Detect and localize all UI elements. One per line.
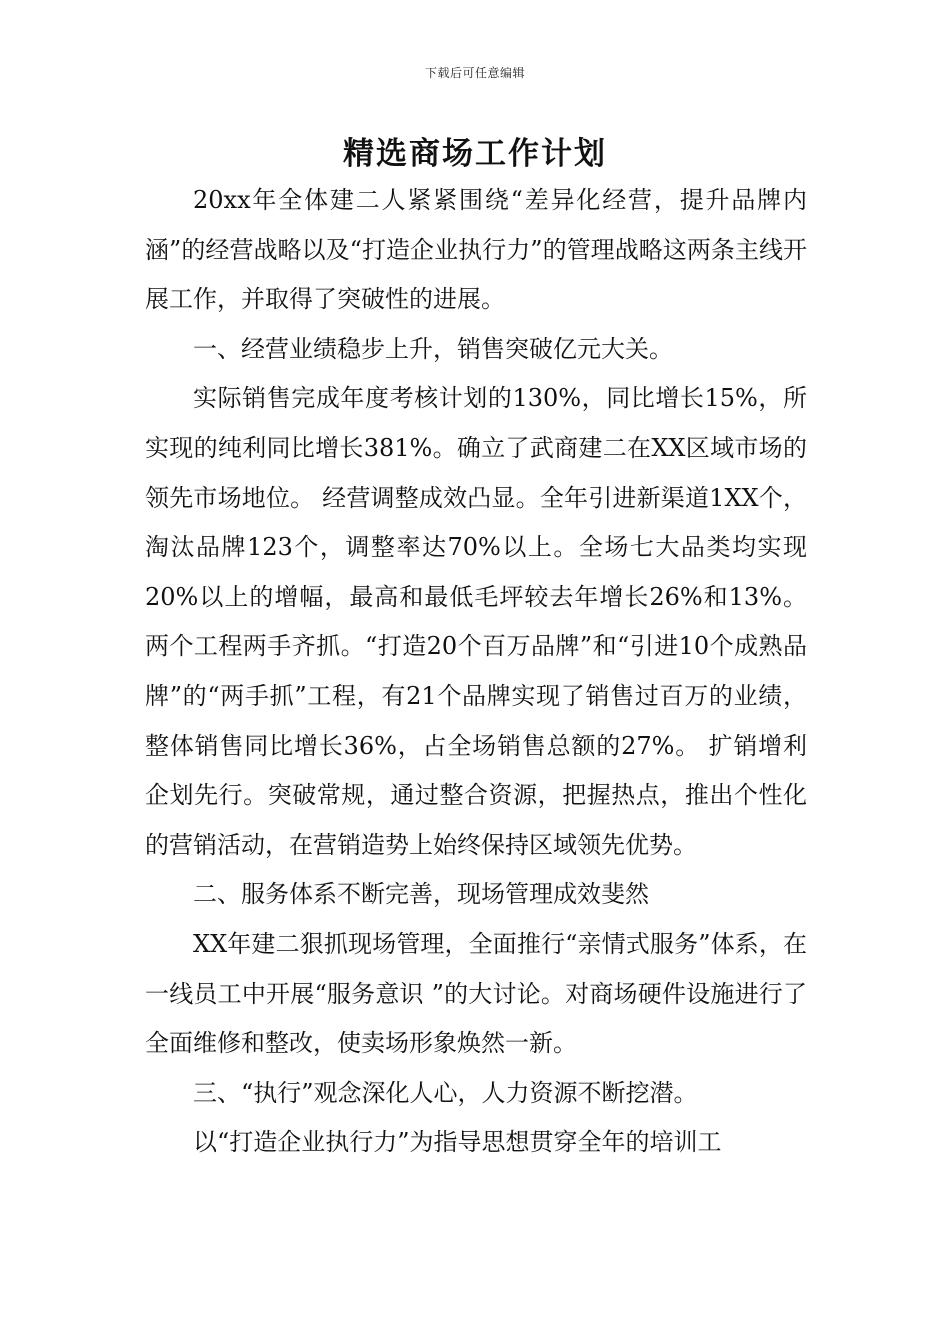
section-heading-1: 一、经营业绩稳步上升，销售突破亿元大关。 — [193, 334, 673, 363]
header-note: 下载后可任意编辑 — [424, 66, 525, 80]
document-body — [145, 176, 807, 1168]
paragraph-training: 以“打造企业执行力”为指导思想贯穿全年的培训工 — [193, 1128, 722, 1157]
section-heading-3: 三、“执行”观念深化人心，人力资源不断挖潜。 — [193, 1078, 698, 1107]
paragraph-intro: 20xx年全体建二人紧紧围绕“差异化经营，提升品牌内涵”的经营战略以及“打造企业执行力”的管理战略这两条主线开展工作，并取得了突破性的进展。 — [145, 186, 807, 314]
paragraph-sales: 实际销售完成年度考核计划的130%，同比增长15%，所实现的纯利同比增长381%。确立了武商建二在XX区域市场的领先市场地位。 经营调整成效凸显。全年引进新渠道1XX个，淘汰品牌123个，调整率达70%以上。全场七大品类均实现20%以上的增幅，最高和最低毛坪较去年增长26%和13%。 两个工程两手齐抓。“打造20个百万品牌”和“引进10个成熟品牌”的“两手抓”工程，有21个品牌实现了销售过百万的业绩，整体销售同比增长36%，占全场销售总额的27%。 扩销增利企划先行。突破常规，通过整合资源，把握热点，推出个性化的营销活动，在营销造势上始终保持区域领先优势。 — [145, 384, 807, 859]
document-title: 精选商场工作计划 — [343, 136, 607, 172]
section-heading-2: 二、服务体系不断完善，现场管理成效斐然 — [193, 880, 649, 909]
paragraph-service: XX年建二狠抓现场管理，全面推行“亲情式服务”体系，在一线员工中开展“服务意识 ”的大讨论。对商场硬件设施进行了全面维修和整改，使卖场形象焕然一新。 — [145, 929, 807, 1058]
